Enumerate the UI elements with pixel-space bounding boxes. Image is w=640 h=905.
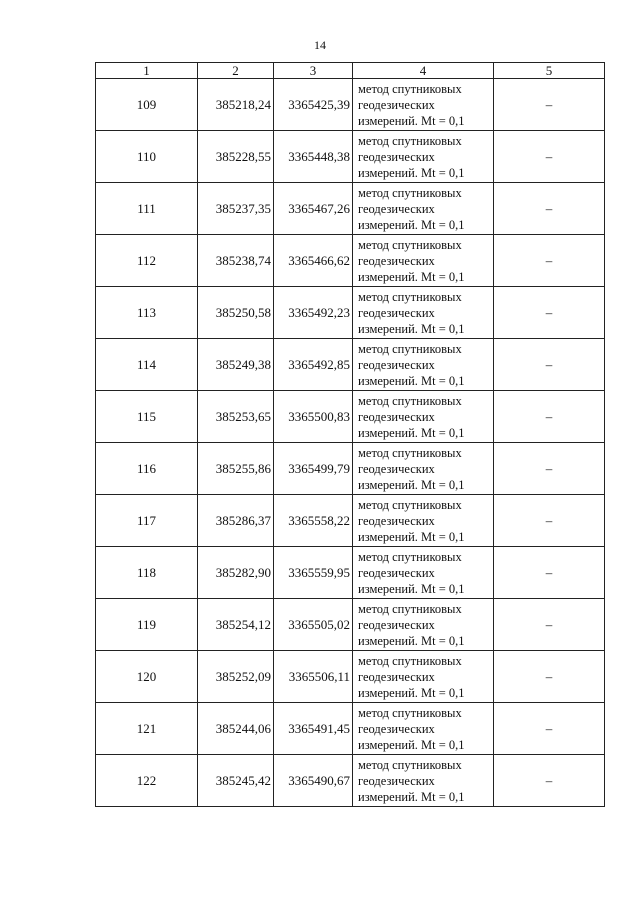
- table-header-row: [96, 63, 605, 79]
- x-coordinate-cell: 385250,58: [198, 287, 274, 339]
- point-number-cell: 120: [96, 651, 198, 703]
- method-line-2: геодезических: [358, 669, 435, 684]
- point-number-cell: 112: [96, 235, 198, 287]
- method-cell: [353, 651, 494, 703]
- method-cell: [353, 703, 494, 755]
- method-line-1: метод спутниковых: [358, 81, 462, 96]
- y-coordinate-cell: 3365467,26: [274, 183, 353, 235]
- method-line-3: измерений. Mt = 0,1: [358, 633, 465, 648]
- note-cell: –: [494, 183, 605, 235]
- method-line-2: геодезических: [358, 149, 435, 164]
- table-row: [96, 599, 605, 651]
- method-cell: [353, 443, 494, 495]
- table-body: [96, 79, 605, 807]
- y-coordinate-cell: 3365448,38: [274, 131, 353, 183]
- method-line-1: метод спутниковых: [358, 237, 462, 252]
- method-line-3: измерений. Mt = 0,1: [358, 217, 465, 232]
- x-coordinate-cell: 385238,74: [198, 235, 274, 287]
- x-coordinate-cell: 385254,12: [198, 599, 274, 651]
- point-number-cell: 113: [96, 287, 198, 339]
- method-line-3: измерений. Mt = 0,1: [358, 685, 465, 700]
- y-coordinate-cell: 3365500,83: [274, 391, 353, 443]
- table-row: [96, 339, 605, 391]
- table-row: [96, 651, 605, 703]
- x-coordinate-cell: 385252,09: [198, 651, 274, 703]
- method-line-1: метод спутниковых: [358, 705, 462, 720]
- note-cell: –: [494, 755, 605, 807]
- page-number: 14: [314, 38, 326, 52]
- note-cell: –: [494, 703, 605, 755]
- point-number-cell: 115: [96, 391, 198, 443]
- y-coordinate-cell: 3365558,22: [274, 495, 353, 547]
- point-number-cell: 119: [96, 599, 198, 651]
- y-coordinate-cell: 3365490,67: [274, 755, 353, 807]
- table-row: [96, 79, 605, 131]
- point-number-cell: 111: [96, 183, 198, 235]
- method-line-3: измерений. Mt = 0,1: [358, 529, 465, 544]
- method-cell: [353, 547, 494, 599]
- method-cell: [353, 287, 494, 339]
- x-coordinate-cell: 385255,86: [198, 443, 274, 495]
- method-line-2: геодезических: [358, 617, 435, 632]
- table-row: [96, 183, 605, 235]
- note-cell: –: [494, 287, 605, 339]
- method-cell: [353, 391, 494, 443]
- x-coordinate-cell: 385253,65: [198, 391, 274, 443]
- table-row: [96, 443, 605, 495]
- point-number-cell: 122: [96, 755, 198, 807]
- x-coordinate-cell: 385237,35: [198, 183, 274, 235]
- method-line-1: метод спутниковых: [358, 653, 462, 668]
- method-line-2: геодезических: [358, 773, 435, 788]
- point-number-cell: 118: [96, 547, 198, 599]
- method-cell: [353, 235, 494, 287]
- method-line-1: метод спутниковых: [358, 133, 462, 148]
- x-coordinate-cell: 385286,37: [198, 495, 274, 547]
- column-header-3: 3: [274, 63, 353, 79]
- method-cell: [353, 755, 494, 807]
- y-coordinate-cell: 3365466,62: [274, 235, 353, 287]
- method-line-3: измерений. Mt = 0,1: [358, 165, 465, 180]
- y-coordinate-cell: 3365492,85: [274, 339, 353, 391]
- note-cell: –: [494, 131, 605, 183]
- table-row: [96, 131, 605, 183]
- note-cell: –: [494, 339, 605, 391]
- method-line-1: метод спутниковых: [358, 549, 462, 564]
- method-line-3: измерений. Mt = 0,1: [358, 789, 465, 804]
- column-header-2: 2: [198, 63, 274, 79]
- method-cell: [353, 183, 494, 235]
- table-row: [96, 547, 605, 599]
- note-cell: –: [494, 235, 605, 287]
- method-line-2: геодезических: [358, 97, 435, 112]
- method-line-1: метод спутниковых: [358, 393, 462, 408]
- method-line-2: геодезических: [358, 461, 435, 476]
- method-line-2: геодезических: [358, 565, 435, 580]
- note-cell: –: [494, 79, 605, 131]
- method-line-1: метод спутниковых: [358, 185, 462, 200]
- method-line-2: геодезических: [358, 513, 435, 528]
- method-line-3: измерений. Mt = 0,1: [358, 425, 465, 440]
- x-coordinate-cell: 385228,55: [198, 131, 274, 183]
- x-coordinate-cell: 385249,38: [198, 339, 274, 391]
- note-cell: –: [494, 651, 605, 703]
- note-cell: –: [494, 495, 605, 547]
- point-number-cell: 110: [96, 131, 198, 183]
- x-coordinate-cell: 385245,42: [198, 755, 274, 807]
- note-cell: –: [494, 391, 605, 443]
- method-line-2: геодезических: [358, 409, 435, 424]
- method-cell: [353, 131, 494, 183]
- table-row: [96, 495, 605, 547]
- method-line-1: метод спутниковых: [358, 445, 462, 460]
- method-line-2: геодезических: [358, 305, 435, 320]
- method-line-1: метод спутниковых: [358, 497, 462, 512]
- table-row: [96, 755, 605, 807]
- table-row: [96, 235, 605, 287]
- note-cell: –: [494, 599, 605, 651]
- method-line-1: метод спутниковых: [358, 601, 462, 616]
- method-line-3: измерений. Mt = 0,1: [358, 477, 465, 492]
- method-line-3: измерений. Mt = 0,1: [358, 113, 465, 128]
- table-row: [96, 703, 605, 755]
- y-coordinate-cell: 3365506,11: [274, 651, 353, 703]
- method-line-1: метод спутниковых: [358, 341, 462, 356]
- x-coordinate-cell: 385244,06: [198, 703, 274, 755]
- method-line-1: метод спутниковых: [358, 757, 462, 772]
- y-coordinate-cell: 3365499,79: [274, 443, 353, 495]
- point-number-cell: 114: [96, 339, 198, 391]
- method-line-1: метод спутниковых: [358, 289, 462, 304]
- method-line-3: измерений. Mt = 0,1: [358, 321, 465, 336]
- point-number-cell: 116: [96, 443, 198, 495]
- method-line-3: измерений. Mt = 0,1: [358, 373, 465, 388]
- method-line-2: геодезических: [358, 721, 435, 736]
- method-cell: [353, 495, 494, 547]
- method-cell: [353, 339, 494, 391]
- y-coordinate-cell: 3365491,45: [274, 703, 353, 755]
- table-row: [96, 287, 605, 339]
- x-coordinate-cell: 385282,90: [198, 547, 274, 599]
- method-line-3: измерений. Mt = 0,1: [358, 737, 465, 752]
- point-number-cell: 109: [96, 79, 198, 131]
- point-number-cell: 117: [96, 495, 198, 547]
- y-coordinate-cell: 3365425,39: [274, 79, 353, 131]
- y-coordinate-cell: 3365492,23: [274, 287, 353, 339]
- y-coordinate-cell: 3365505,02: [274, 599, 353, 651]
- y-coordinate-cell: 3365559,95: [274, 547, 353, 599]
- column-header-1: 1: [96, 63, 198, 79]
- column-header-5: 5: [494, 63, 605, 79]
- method-line-3: измерений. Mt = 0,1: [358, 269, 465, 284]
- method-line-2: геодезических: [358, 357, 435, 372]
- table-row: [96, 391, 605, 443]
- method-line-2: геодезических: [358, 201, 435, 216]
- coordinates-table: [95, 62, 605, 807]
- note-cell: –: [494, 443, 605, 495]
- method-line-3: измерений. Mt = 0,1: [358, 581, 465, 596]
- point-number-cell: 121: [96, 703, 198, 755]
- method-line-2: геодезических: [358, 253, 435, 268]
- column-header-4: 4: [353, 63, 494, 79]
- method-cell: [353, 79, 494, 131]
- method-cell: [353, 599, 494, 651]
- note-cell: –: [494, 547, 605, 599]
- x-coordinate-cell: 385218,24: [198, 79, 274, 131]
